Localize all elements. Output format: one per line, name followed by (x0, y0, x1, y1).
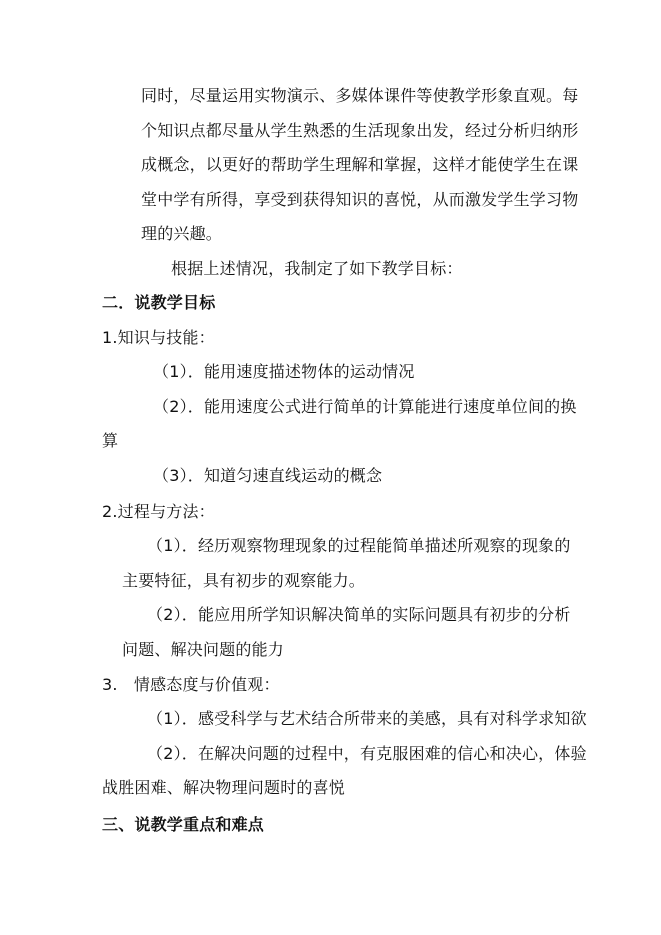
paragraph-line: 个知识点都尽量从学生熟悉的生活现象出发，经过分析归纳形 (141, 121, 579, 140)
knowledge-skills-title: 1.知识与技能： (102, 328, 215, 347)
paragraph-line: 同时，尽量运用实物演示、多媒体课件等使教学形象直观。每 (141, 86, 579, 105)
section-heading-key-points: 三、说教学重点和难点 (102, 815, 265, 834)
paragraph-line: 理的兴趣。 (141, 224, 223, 243)
emotion-item-2-continued: 战胜困难、解决物理问题时的喜悦 (102, 778, 346, 797)
section-heading-teaching-goals: 二．说教学目标 (102, 293, 216, 312)
emotion-values-title: 3. 情感态度与价值观： (102, 675, 280, 694)
process-item-1-continued: 主要特征，具有初步的观察能力。 (122, 571, 366, 590)
paragraph-line: 堂中学有所得，享受到获得知识的喜悦，从而激发学生学习物 (141, 190, 579, 209)
emotion-item-2: （2）．在解决问题的过程中，有克服困难的信心和决心，体验 (147, 744, 587, 763)
process-item-2: （2）．能应用所学知识解决简单的实际问题具有初步的分析 (147, 605, 571, 624)
goals-intro-paragraph: 根据上述情况，我制定了如下教学目标： (171, 259, 463, 278)
process-item-1: （1）．经历观察物理现象的过程能简单描述所观察的现象的 (147, 536, 571, 555)
process-methods-title: 2.过程与方法： (102, 502, 215, 521)
knowledge-item-1: （1）．能用速度描述物体的运动情况 (153, 362, 415, 381)
emotion-item-1: （1）．感受科学与艺术结合所带来的美感，具有对科学求知欲 (147, 709, 587, 728)
paragraph-line: 成概念，以更好的帮助学生理解和掌握，这样才能使学生在课 (141, 155, 579, 174)
knowledge-item-3: （3）．知道匀速直线运动的概念 (153, 466, 383, 485)
knowledge-item-2-continued: 算 (102, 431, 119, 450)
knowledge-item-2: （2）．能用速度公式进行简单的计算能进行速度单位间的换 (153, 397, 577, 416)
process-item-2-continued: 问题、解决问题的能力 (122, 640, 285, 659)
